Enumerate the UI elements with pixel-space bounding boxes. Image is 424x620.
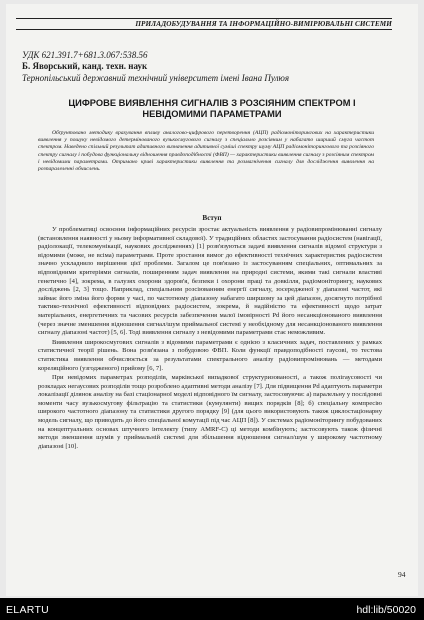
section-title: Вступ xyxy=(202,214,222,222)
journal-section-header: ПРИЛАДОБУДУВАННЯ ТА ІНФОРМАЦІЙНО-ВИМІРЮВАЛЬНІ СИСТЕМИ xyxy=(16,18,392,30)
udk-code: УДК 621.391.7+681.3.067:538.56 xyxy=(22,50,148,60)
body-text xyxy=(38,226,382,451)
affiliation-line: Тернопільський державний технічний університет імені Івана Пулюя xyxy=(22,73,290,83)
paragraph: У проблематиці освоєння інформаційних ресурсів зростає актуальність виявлення у радіовипромінюванні сигналу (встановлення наявності у ньому інформативної складової). У традиційних областях застосування радіосистем (навігації, радіолокації, телекомунікації, наукових дослідженнях) [1] розв'язуються задачі виявлення сигналів відомої структури з відомими (може, не всіма) параметрами. Проте зростання вимог до ефективності технічних характеристик радіосистем значно ускладнило вирішення цієї проблеми. Загалом це пов'язано із застосуванням спеціальних, оптимальних за відповідними критеріями сигналів, поширенням задач виявлення на природні системи, якими такі сигнали властиві генетично [4], зокрема, в галузях охорони здоров'я, безпеки і охорони праці та довкілля, радіомоніторингу, наукових досліджень [2, 3] тощо. Наприклад, спеціальним розсіюванням енергії сигналу, зосередженої у діапазоні частот, які займає його зміна його форми у часі, по частотному діапазону набагато ширшому за цей діапазон, досягнуто потрібної тактико-технічної ефективності відповідних радіосистем, зокрема, й надійністю та ефективності щодо затрат матеріальних, енергетичних та часових ресурсів забезпечення малої імовірності Pd його несанкціонованого виявлення (через значне зменшення відношення сигнал/шум приймальної системі у необхідному для несанкціонованого виявлення сигналу діапазоні частот) [5, 6]. Тоді виявлення сигналу з невідомими параметрами стає неможливим. xyxy=(38,226,382,337)
paragraph: Виявлення широкосмугових сигналів з відомими параметрами є однією з класичних задач, поставлених у рамках статистичної теорії рішень. Вона розв'язана з побудовою ФВП. Коли функції правдоподібності гаусові, то тестова статистика виявлення обчислюється за результатами спектрального аналізу радіовипромінювань — методами кореляційного (узгодженого) прийому [6, 7]. xyxy=(38,338,382,372)
page-number: 94 xyxy=(398,570,406,579)
footer-bar xyxy=(0,598,424,620)
repository-name: ELARTU xyxy=(6,604,50,616)
article-title: ЦИФРОВЕ ВИЯВЛЕННЯ СИГНАЛІВ З РОЗСІЯНИМ СПЕКТРОМ І НЕВІДОМИМИ ПАРАМЕТРАМИ xyxy=(68,98,356,119)
abstract: Обґрунтовано методику врахування впливу аналогово-цифрового перетворення (АЦП) радіомоніторингових на характеристики виявлення у пошуку невідомого детермінованого вузькосмугового сигналу з спеціально розсіяним у набагато ширший смуга частот спектром. Наведено спільний результат адитивного визначення адитивної суміші спектру шуму АЦП радіомоніторингового та розсіяного спектру сигналу і побудова функціональну відношення правдоподібності (ФВП) — характеристики виявлення сигналу з розсіяним спектром і невідомими параметрами. Отримано криві характеристики виявлення та розмагнічення сигналу для дослідження виявлення на розпаралеленні обчислень. xyxy=(38,130,374,173)
author-line: Б. Яворський, канд. техн. наук xyxy=(22,61,148,71)
paragraph: При невідомих параметрах розподілів, марківської випадкової структуризованості, а також полігаусовості чи розкладах негаусових розподілів тощо розроблено адаптивні методи аналізу [7]. Для підвищення Pd адаптують параметри локалізації ділянок аналізу на базі стаціонарної моделі відповідного їм сигналу, застосовуючи: а) паралельну у послідовні моменти часу вузькосмугову фільтрацію та статистики (кумулянти) вищих порядків [8]; б) спеціальну компресію широкого частотного діапазону та статистики другого порядку [9] (для цього використовують також циклостаціонарну модель сигналу, що приводить до його спеціальної комутації під час АЦП [8]). У системах радіомоніторингу побудованих на концептуальних основах штучного інтелекту (типу AMRF-C) ці методи комбінують; застосовують також фізичні методи зменшення шумів у приймальній системі для збільшення відношення сигнал/шум у широкому частотному діапазоні [10]. xyxy=(38,374,382,450)
journal-page xyxy=(6,4,418,596)
handle-id: hdl:lib/50020 xyxy=(356,604,416,616)
